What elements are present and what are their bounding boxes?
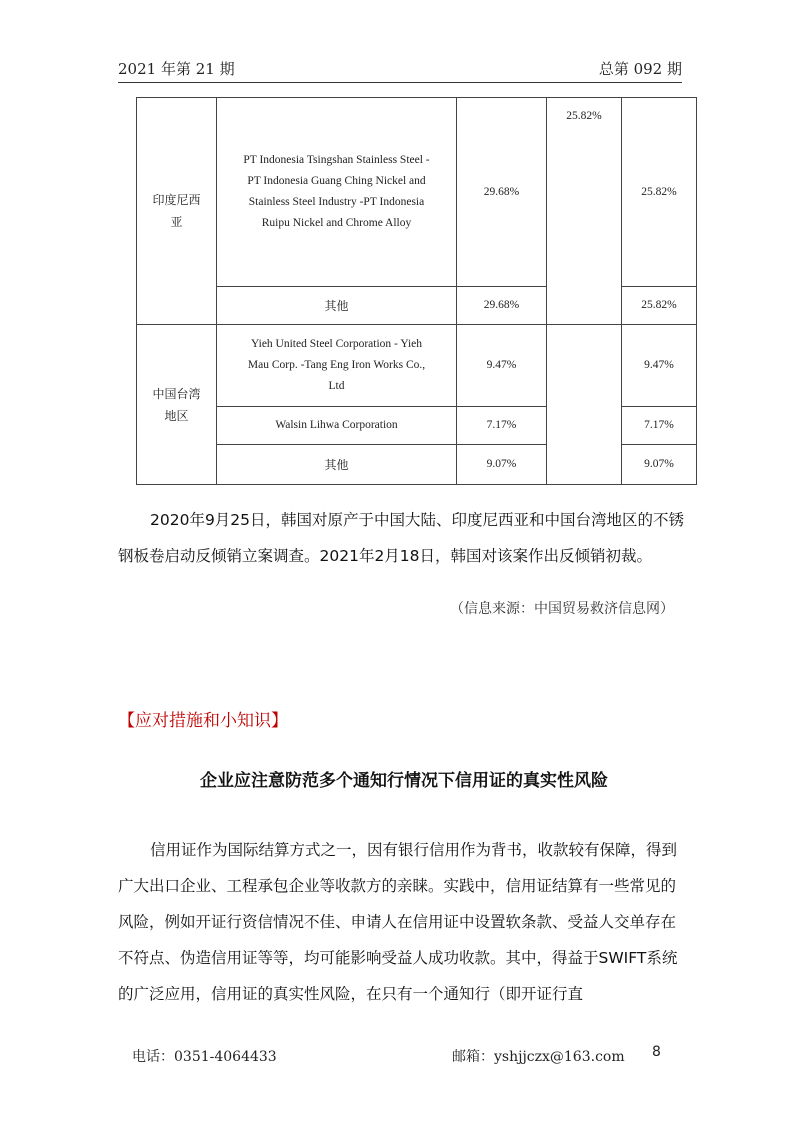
rate-cell: 7.17% bbox=[457, 407, 547, 445]
case-summary-paragraph: 2020年9月25日，韩国对原产于中国大陆、印度尼西亚和中国台湾地区的不锈钢板卷启动反倾销立案调查。2021年2月18日，韩国对该案作出反倾销初裁。 bbox=[118, 511, 685, 565]
rate-cell: 9.47% bbox=[622, 325, 697, 407]
rate-cell: 29.68% bbox=[457, 98, 547, 287]
rate-cell: 9.47% bbox=[457, 325, 547, 407]
dumping-margin-table bbox=[136, 97, 697, 485]
page-number: 8 bbox=[652, 1044, 661, 1060]
page-header bbox=[118, 56, 682, 83]
footer-phone: 电话：0351-4064433 bbox=[132, 1049, 277, 1065]
company-cell: PT Indonesia Tsingshan Stainless Steel -PT Indonesia Guang Ching Nickel and Stainless Steel Industry -PT Indonesia Ruipu Nickel and Chrome Alloy bbox=[217, 98, 457, 287]
rate-cell: 7.17% bbox=[622, 407, 697, 445]
footer-email: 邮箱：yshjjczx@163.com bbox=[452, 1049, 625, 1065]
rate-cell: 9.07% bbox=[622, 445, 697, 485]
empty-cell-merged bbox=[547, 325, 622, 485]
table-row bbox=[137, 98, 697, 287]
article-title: 企业应注意防范多个通知行情况下信用证的真实性风险 bbox=[200, 771, 608, 791]
region-cell-indonesia: 印度尼西亚 bbox=[137, 98, 217, 325]
rate-cell: 9.07% bbox=[457, 445, 547, 485]
info-source: （信息来源：中国贸易救济信息网） bbox=[450, 601, 674, 617]
rate-cell: 25.82% bbox=[622, 287, 697, 325]
company-cell: Walsin Lihwa Corporation bbox=[217, 407, 457, 445]
company-cell: Yieh United Steel Corporation - Yieh Mau Corp. -Tang Eng Iron Works Co., Ltd bbox=[217, 325, 457, 407]
rate-cell: 29.68% bbox=[457, 287, 547, 325]
region-cell-taiwan: 中国台湾地区 bbox=[137, 325, 217, 485]
rate-cell: 25.82% bbox=[622, 98, 697, 287]
rate-cell-merged: 25.82% bbox=[547, 98, 622, 325]
section-heading: 【应对措施和小知识】 bbox=[118, 711, 288, 731]
table-row bbox=[137, 325, 697, 407]
article-body-paragraph: 信用证作为国际结算方式之一，因有银行信用作为背书，收款较有保障，得到广大出口企业、工程承包企业等收款方的亲睐。实践中，信用证结算有一些常见的风险，例如开证行资信情况不佳、申请人在信用证中设置软条款、受益人交单存在不符点、伪造信用证等等，均可能影响受益人成功收款。其中，得益于SWIFT系统的广泛应用，信用证的真实性风险，在只有一个通知行（即开证行直 bbox=[118, 841, 678, 1003]
total-issue-number: 总第 092 期 bbox=[598, 60, 682, 78]
company-cell-other: 其他 bbox=[217, 445, 457, 485]
company-cell-other: 其他 bbox=[217, 287, 457, 325]
issue-number: 2021 年第 21 期 bbox=[118, 60, 235, 78]
